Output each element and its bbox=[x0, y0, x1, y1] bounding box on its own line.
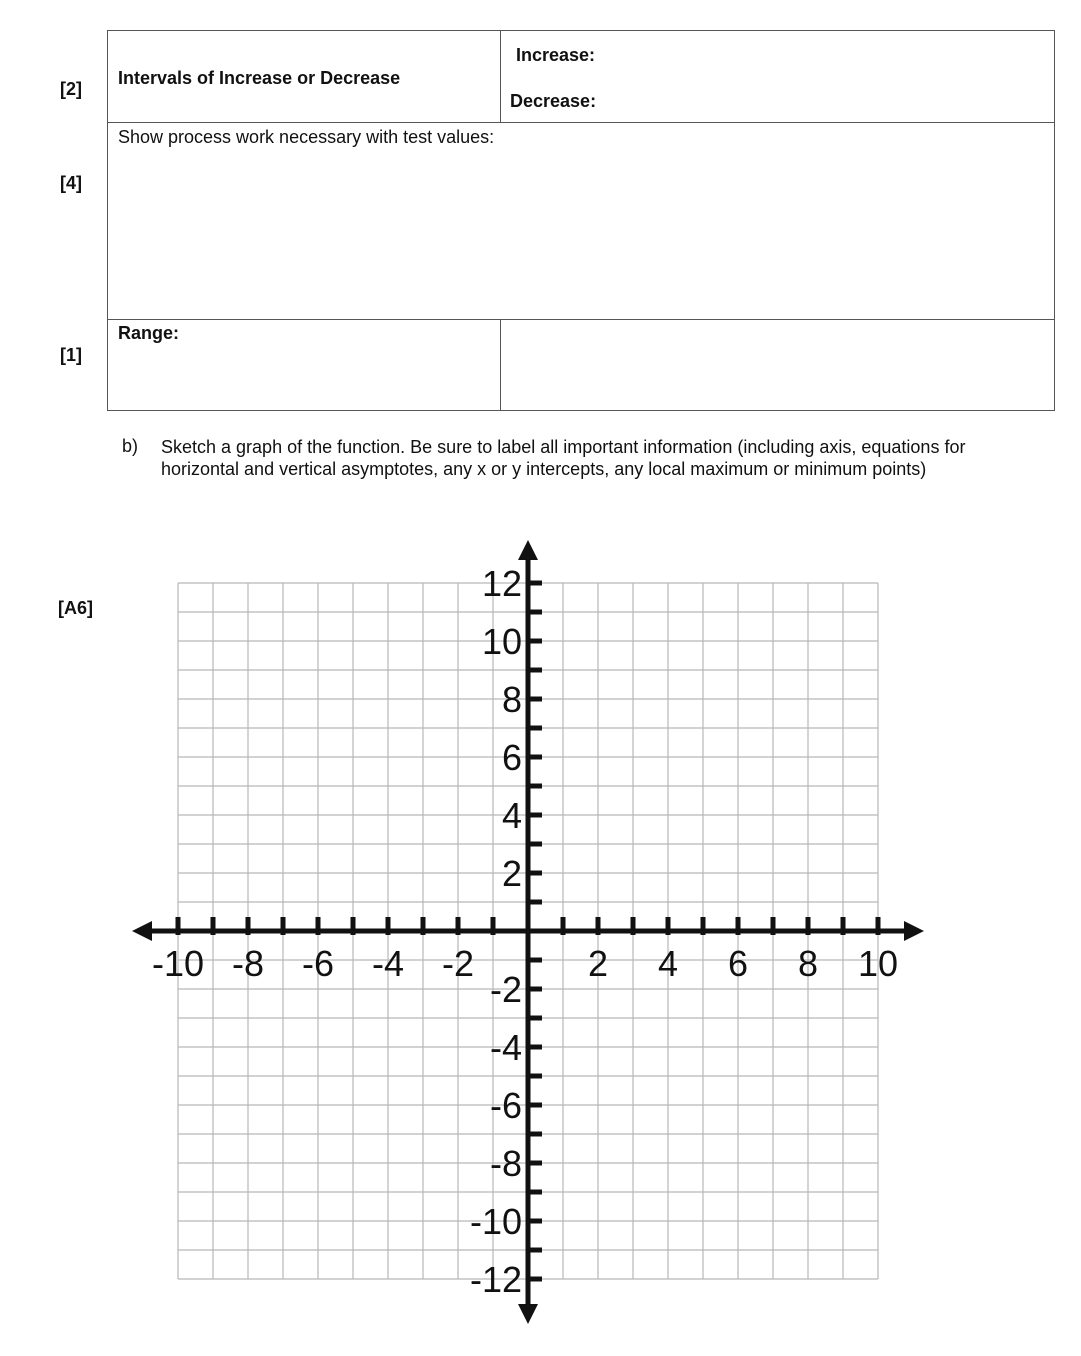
range-label: Range: bbox=[118, 323, 180, 343]
process-label: Show process work necessary with test values: bbox=[118, 127, 495, 147]
x-tick-label: 10 bbox=[857, 943, 899, 984]
marks-row2: [4] bbox=[60, 173, 82, 193]
x-axis-arrow-right bbox=[904, 921, 924, 941]
y-axis-arrow-up bbox=[518, 540, 538, 560]
y-tick-label: -8 bbox=[489, 1143, 522, 1184]
part-b-label: b) bbox=[122, 436, 139, 456]
part-b-instructions: Sketch a graph of the function. Be sure to label all important information (including axis, equations for horizontal and vertical asymptotes, any x or y intercepts, any local maximum or minimum points) bbox=[161, 437, 966, 479]
x-tick-label: -10 bbox=[151, 943, 205, 984]
y-tick-label: -10 bbox=[469, 1201, 522, 1242]
marks-row1: [2] bbox=[60, 79, 82, 99]
x-tick-label: -2 bbox=[441, 943, 475, 984]
x-tick-label: 2 bbox=[587, 943, 609, 984]
x-tick-label: -6 bbox=[301, 943, 335, 984]
y-tick-label: 8 bbox=[501, 679, 522, 720]
x-tick-label: 8 bbox=[797, 943, 819, 984]
x-tick-label: -8 bbox=[231, 943, 265, 984]
y-tick-label: 10 bbox=[481, 621, 522, 662]
y-tick-label: 12 bbox=[481, 563, 522, 604]
x-tick-label: -4 bbox=[371, 943, 405, 984]
intervals-label: Intervals of Increase or Decrease bbox=[118, 68, 401, 88]
x-axis-arrow-left bbox=[132, 921, 152, 941]
y-tick-label: 4 bbox=[501, 795, 522, 836]
y-tick-label: -12 bbox=[469, 1259, 522, 1300]
y-tick-label: -4 bbox=[489, 1027, 522, 1068]
x-tick-label: 4 bbox=[657, 943, 679, 984]
increase-label: Increase: bbox=[516, 45, 596, 65]
marks-row3: [1] bbox=[60, 345, 82, 365]
y-tick-label: -6 bbox=[489, 1085, 522, 1126]
y-tick-label: 2 bbox=[501, 853, 522, 894]
marks-graph: [A6] bbox=[58, 598, 93, 618]
x-tick-label: 6 bbox=[727, 943, 749, 984]
decrease-label: Decrease: bbox=[510, 91, 597, 111]
y-axis-arrow-down bbox=[518, 1304, 538, 1324]
y-tick-label: -2 bbox=[489, 969, 522, 1010]
y-tick-label: 6 bbox=[501, 737, 522, 778]
